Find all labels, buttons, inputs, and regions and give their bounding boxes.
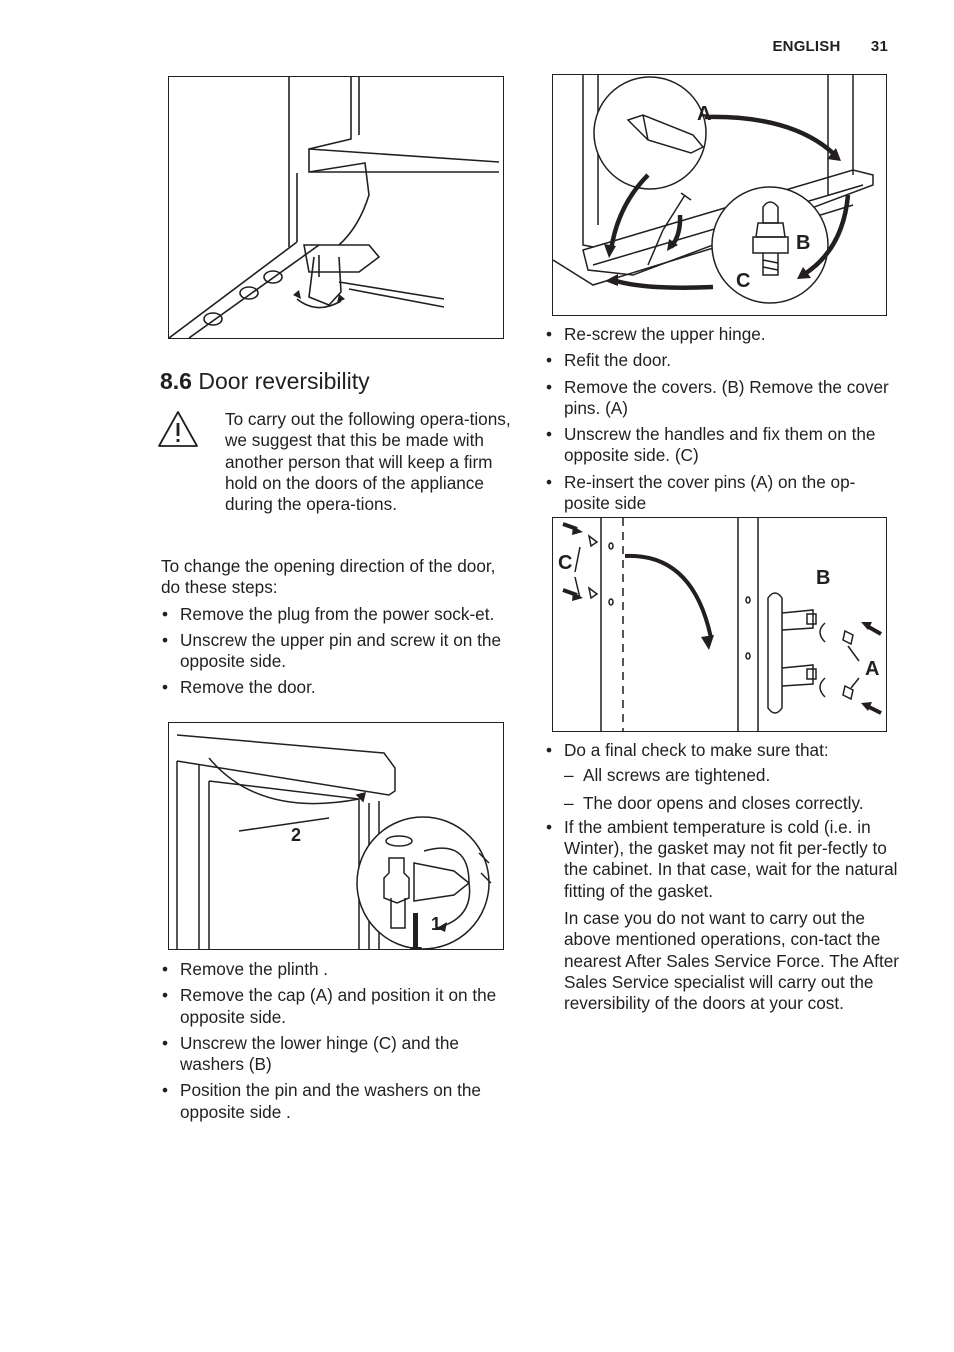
list-item: • Remove the door. — [161, 677, 511, 698]
final-check-list — [545, 740, 900, 1015]
list-item: • Unscrew the handles and fix them on the opposite side. (C) — [545, 424, 890, 467]
handles-illustration — [553, 518, 886, 731]
final-check-intro: Do a final check to make sure that: — [564, 740, 829, 760]
list-item: • Remove the plug from the power sock-et. — [161, 604, 511, 625]
right-column-steps — [545, 324, 890, 519]
right-column-final — [545, 740, 900, 1020]
lower-hinge-illustration — [169, 77, 503, 338]
svg-text:1: 1 — [431, 914, 442, 934]
left-column-intro — [161, 556, 511, 704]
warning-triangle-icon — [157, 410, 199, 448]
svg-text:B: B — [816, 567, 831, 589]
section-title: Door reversibility — [198, 368, 370, 394]
list-item: • Position the pin and the washers on the opposite side . — [161, 1080, 511, 1123]
section-number: 8.6 — [160, 368, 192, 394]
check-sublist — [564, 765, 900, 814]
steps-list-3 — [545, 324, 890, 514]
svg-text:2: 2 — [291, 825, 302, 845]
warning-text: To carry out the following opera-tions, we suggest that this be made with another person that will keep a firm hold on the doors of the appliance during the opera-tions. — [225, 409, 511, 515]
steps-list-1 — [161, 604, 511, 699]
page-header — [746, 38, 888, 55]
header-language: ENGLISH — [772, 38, 841, 55]
steps-list-2 — [161, 959, 511, 1123]
service-note: In case you do not want to carry out the above mentioned operations, con-tact the nearest After Sales Service Force. The After Sales Service specialist will carry out the reversibility of the doors at your cost. — [564, 908, 899, 1014]
list-item — [545, 740, 900, 814]
list-item: • Unscrew the upper pin and screw it on the opposite side. — [161, 630, 511, 673]
svg-text:A: A — [697, 103, 712, 125]
list-item: • Re-screw the upper hinge. — [545, 324, 890, 345]
upper-pin-illustration — [169, 723, 503, 949]
figure-upper-pin — [168, 722, 504, 950]
list-item: • Refit the door. — [545, 350, 890, 371]
list-item: • Remove the cap (A) and position it on the opposite side. — [161, 985, 511, 1028]
figure-hinge-covers — [552, 74, 887, 316]
sublist-item: – The door opens and closes correctly. — [564, 793, 900, 814]
intro-text: To change the opening direction of the door, do these steps: — [161, 556, 496, 598]
cold-note: If the ambient temperature is cold (i.e. in Winter), the gasket may not fit per-fectly to the cabinet. In that case, wait for the natural fitting of the gasket. — [564, 816, 898, 901]
list-item: • Re-insert the cover pins (A) on the op-posite side — [545, 472, 890, 515]
list-item: • Unscrew the lower hinge (C) and the washers (B) — [161, 1033, 511, 1076]
left-column-steps — [161, 959, 511, 1128]
figure-lower-hinge — [168, 76, 504, 339]
hinge-covers-illustration — [553, 75, 886, 315]
list-item — [545, 817, 900, 1015]
list-item: • Remove the plinth . — [161, 959, 511, 980]
sublist-item: – All screws are tightened. — [564, 765, 900, 786]
svg-text:B: B — [796, 232, 811, 254]
page-number: 31 — [870, 38, 888, 55]
list-item: • Remove the covers. (B) Remove the cover pins. (A) — [545, 377, 890, 420]
figure-handles — [552, 517, 887, 732]
section-heading — [160, 368, 370, 395]
svg-text:C: C — [736, 270, 751, 292]
svg-text:C: C — [558, 552, 573, 574]
svg-text:A: A — [865, 658, 880, 680]
